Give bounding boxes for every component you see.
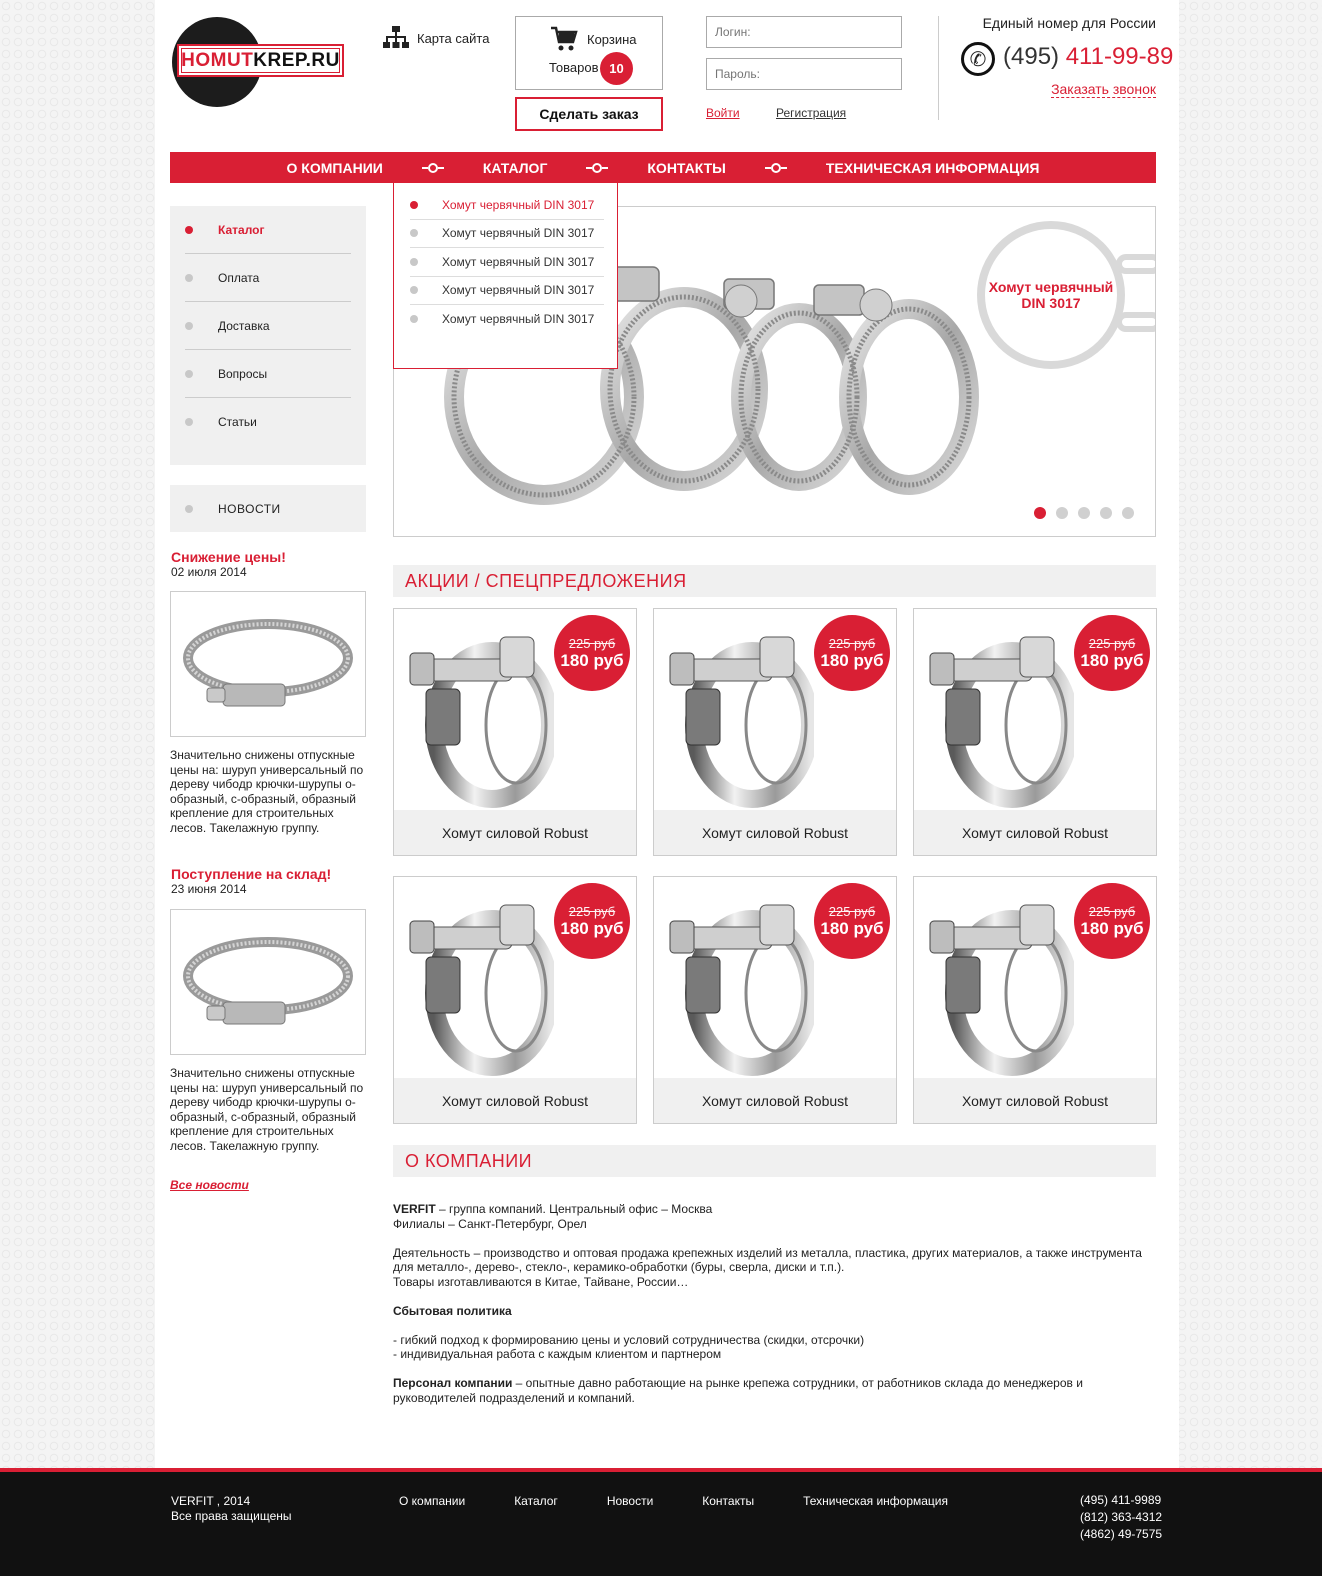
sidebar-item-label: Оплата: [218, 270, 260, 285]
price-badge: [1074, 883, 1150, 959]
product-name[interactable]: Хомут силовой Robust: [394, 810, 636, 855]
robust-clamp-icon: [664, 623, 814, 809]
sidebar-item-questions[interactable]: [185, 350, 351, 398]
product-name[interactable]: Хомут силовой Robust: [914, 810, 1156, 855]
about-staff: – опытные давно работающие на рынке крепежа сотрудники, от работников склада до менеджеров и руководителей подразделений и компаний.: [393, 1376, 1083, 1405]
promo-section-title: АКЦИИ / СПЕЦПРЕДЛОЖЕНИЯ: [393, 565, 1156, 597]
current-price: 180 руб: [1080, 918, 1144, 938]
robust-clamp-icon: [924, 623, 1074, 809]
nav-item-contacts[interactable]: КОНТАКТЫ: [647, 159, 726, 176]
sidebar-item-articles[interactable]: [185, 398, 351, 446]
slider-dot[interactable]: [1078, 507, 1090, 519]
bullet-icon: [185, 322, 193, 330]
dropdown-item-label: Хомут червячный DIN 3017: [442, 197, 595, 212]
login-link[interactable]: Войти: [706, 106, 740, 120]
old-price: 225 руб: [568, 903, 616, 919]
bullet-icon: [410, 286, 418, 294]
robust-clamp-icon: [404, 623, 554, 809]
register-link[interactable]: Регистрация: [776, 106, 847, 120]
slider-dot[interactable]: [1100, 507, 1112, 519]
slider-dot[interactable]: [1122, 507, 1134, 519]
bullet-icon: [185, 370, 193, 378]
about-brand: VERFIT: [393, 1202, 436, 1216]
bullet-icon: [185, 274, 193, 282]
nav-separator: [726, 163, 826, 173]
product-card[interactable]: [653, 876, 897, 1124]
footer-link-tech-info[interactable]: Техническая информация: [803, 1494, 948, 1508]
sidebar-item-label: Доставка: [218, 318, 270, 333]
product-name[interactable]: Хомут силовой Robust: [394, 1078, 636, 1123]
cart[interactable]: [515, 16, 663, 90]
bullet-icon: [185, 505, 193, 513]
price-badge: [554, 883, 630, 959]
sidebar-item-catalog[interactable]: [185, 206, 351, 254]
cart-label: Корзина: [587, 32, 637, 47]
footer-phones: [1080, 1492, 1162, 1543]
bullet-icon: [410, 229, 418, 237]
product-name[interactable]: Хомут силовой Robust: [914, 1078, 1156, 1123]
about-p1: – группа компаний. Центральный офис – Москва: [435, 1202, 713, 1216]
dropdown-item-label: Хомут червячный DIN 3017: [442, 283, 595, 298]
slider-pagination: [1034, 507, 1134, 519]
bullet-icon: [410, 315, 418, 323]
product-name[interactable]: Хомут силовой Robust: [654, 1078, 896, 1123]
about-policy-1: - гибкий подход к формированию цены и условий сотрудничества (скидки, отсрочки): [393, 1332, 865, 1347]
product-card[interactable]: [393, 876, 637, 1124]
nav-item-about[interactable]: О КОМПАНИИ: [286, 159, 383, 176]
product-card[interactable]: [913, 608, 1157, 856]
dropdown-item[interactable]: [410, 305, 604, 334]
product-card[interactable]: [653, 608, 897, 856]
login-input[interactable]: [706, 16, 902, 48]
about-text: [393, 1202, 1156, 1420]
news-title[interactable]: Снижение цены!: [171, 549, 286, 565]
all-news-link[interactable]: Все новости: [170, 1178, 249, 1192]
callback-label: Заказать звонок: [1051, 81, 1156, 97]
slider-caption-line2: DIN 3017: [1021, 295, 1081, 311]
phone-main: 411-99-89: [1065, 43, 1174, 70]
bullet-icon: [410, 201, 418, 209]
news-date: 02 июля 2014: [171, 565, 247, 579]
slider-caption-line1: Хомут червячный: [988, 279, 1114, 295]
nav-item-catalog[interactable]: КАТАЛОГ: [482, 159, 548, 176]
news-title[interactable]: Поступление на склад!: [171, 866, 332, 882]
about-p2: Деятельность – производство и оптовая продажа крепежных изделий из металла, пластика, других материалов, а также инструмента для металло-, дерево-, стекло-, керамико-обработки (буры, сверла, диски и т.п.).: [393, 1245, 1142, 1274]
footer-link-contacts[interactable]: Контакты: [702, 1494, 755, 1508]
about-section-title: О КОМПАНИИ: [393, 1145, 1156, 1177]
sitemap-icon: [383, 26, 409, 50]
nav-separator: [383, 163, 483, 173]
phone-number: [1003, 43, 1173, 71]
nav-item-tech-info[interactable]: ТЕХНИЧЕСКАЯ ИНФОРМАЦИЯ: [825, 159, 1040, 176]
slider-caption: [984, 279, 1118, 311]
bullet-icon: [185, 418, 193, 426]
dropdown-item[interactable]: [410, 220, 604, 249]
old-price: 225 руб: [568, 635, 616, 651]
about-policy-2: - индивидуальная работа с каждым клиентом и партнером: [393, 1347, 722, 1361]
main-nav: [170, 152, 1156, 183]
price-badge: [814, 883, 890, 959]
footer-copy2: Все права защищены: [171, 1509, 292, 1523]
logo-part2: KREP.RU: [253, 49, 340, 71]
phone-icon: ✆: [961, 42, 995, 76]
cart-count-badge: 10: [600, 52, 633, 85]
sidebar-item-delivery[interactable]: [185, 302, 351, 350]
product-name[interactable]: Хомут силовой Robust: [654, 810, 896, 855]
logo-part1: HOMUT: [181, 49, 254, 71]
slider-dot[interactable]: [1034, 507, 1046, 519]
current-price: 180 руб: [560, 650, 624, 670]
sitemap-link[interactable]: [383, 26, 489, 50]
news-item: [171, 866, 331, 896]
footer-link-catalog[interactable]: Каталог: [514, 1494, 558, 1508]
about-staff-title: Персонал компании: [393, 1376, 513, 1390]
price-badge: [1074, 615, 1150, 691]
sidebar-item-label: Каталог: [218, 222, 265, 237]
product-card[interactable]: [393, 608, 637, 856]
sidebar-menu: [170, 206, 366, 465]
news-date: 23 июня 2014: [171, 882, 247, 896]
hose-clamp-icon: [171, 910, 365, 1054]
logo[interactable]: [177, 44, 344, 77]
old-price: 225 руб: [1088, 635, 1136, 651]
sidebar-news-label: НОВОСТИ: [218, 501, 281, 516]
dropdown-item[interactable]: [410, 248, 604, 277]
make-order-button[interactable]: Сделать заказ: [515, 97, 663, 131]
dropdown-item-label: Хомут червячный DIN 3017: [442, 312, 595, 327]
sidebar-item-label: Вопросы: [218, 366, 268, 381]
dropdown-item-label: Хомут червячный DIN 3017: [442, 254, 595, 269]
price-badge: [814, 615, 890, 691]
price-badge: [554, 615, 630, 691]
news-text: Значительно снижены отпускные цены на: шуруп универсальный по дереву чибодр крючки-шурупы о-образный, с-образный, образный крепление для строительных лесов. Такелажную группу.: [170, 748, 364, 835]
dropdown-item[interactable]: [410, 191, 604, 220]
news-item: [171, 549, 286, 579]
about-p2-line2: Товары изготавливаются в Китае, Тайване, России…: [393, 1274, 689, 1289]
cart-items-label: Товаров: [549, 60, 599, 75]
old-price: 225 руб: [828, 903, 876, 919]
catalog-dropdown: [393, 183, 618, 369]
footer-nav: [399, 1494, 997, 1508]
sidebar-item-news[interactable]: [170, 485, 366, 532]
nav-separator: [547, 163, 647, 173]
robust-clamp-icon: [404, 891, 554, 1077]
dropdown-item-label: Хомут червячный DIN 3017: [442, 226, 595, 241]
footer-phone: (495) 411-9989: [1080, 1493, 1162, 1507]
footer-phone: (4862) 49-7575: [1080, 1527, 1163, 1541]
product-card[interactable]: [913, 876, 1157, 1124]
hose-clamp-icon: [171, 592, 365, 736]
sidebar-item-label: Статьи: [218, 415, 257, 429]
footer-copyright: [171, 1494, 292, 1524]
password-input[interactable]: [706, 58, 902, 90]
news-image[interactable]: [170, 909, 366, 1055]
bullet-icon: [185, 226, 193, 234]
page: [155, 0, 1179, 1474]
current-price: 180 руб: [560, 918, 624, 938]
footer: [0, 1472, 1322, 1576]
current-price: 180 руб: [820, 650, 884, 670]
footer-link-about[interactable]: О компании: [399, 1494, 466, 1508]
current-price: 180 руб: [1080, 650, 1144, 670]
sitemap-label: Карта сайта: [417, 30, 490, 46]
old-price: 225 руб: [828, 635, 876, 651]
current-price: 180 руб: [820, 918, 884, 938]
callback-link[interactable]: [1005, 81, 1156, 97]
bullet-icon: [410, 258, 418, 266]
about-p1-line2: Филиалы – Санкт-Петербург, Орел: [393, 1216, 587, 1231]
robust-clamp-icon: [924, 891, 1074, 1077]
header-divider: [938, 16, 939, 120]
about-policy-title: Сбытовая политика: [393, 1303, 512, 1318]
footer-link-news[interactable]: Новости: [606, 1494, 654, 1508]
robust-clamp-icon: [664, 891, 814, 1077]
news-image[interactable]: [170, 591, 366, 737]
news-text: Значительно снижены отпускные цены на: шуруп универсальный по дереву чибодр крючки-шурупы о-образный, с-образный, образный крепление для строительных лесов. Такелажную группу.: [170, 1066, 364, 1153]
footer-copy1: VERFIT , 2014: [171, 1494, 251, 1508]
sidebar-item-payment[interactable]: [185, 254, 351, 302]
phone-caption: Единый номер для России: [982, 15, 1156, 31]
phone-prefix: (495): [1003, 43, 1060, 70]
dropdown-item[interactable]: [410, 277, 604, 306]
footer-phone: (812) 363-4312: [1080, 1510, 1163, 1524]
old-price: 225 руб: [1088, 903, 1136, 919]
slider-dot[interactable]: [1056, 507, 1068, 519]
cart-icon: [550, 25, 578, 53]
